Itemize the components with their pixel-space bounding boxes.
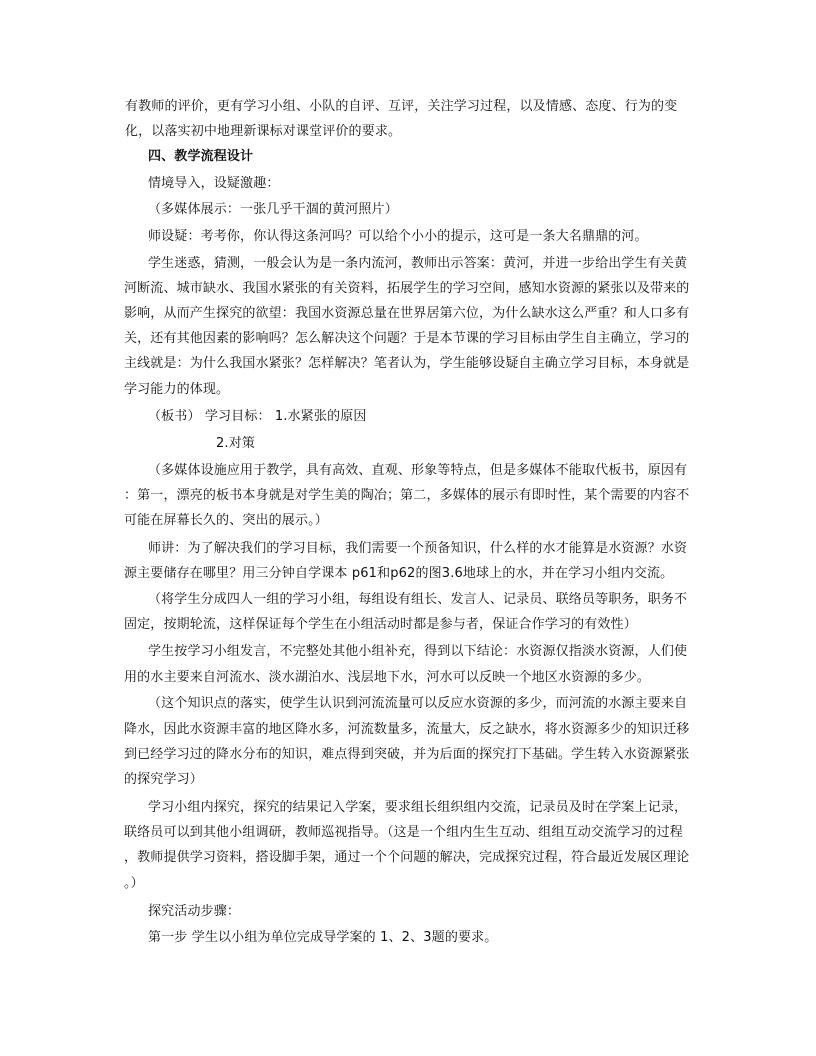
- paragraph-line: 到已经学习过的降水分布的知识，难点得到突破，并为后面的探究打下基础。学生转入水资源紧张: [124, 747, 690, 762]
- paragraph-line: 河断流、城市缺水、我国水紧张的有关资料，拓展学生的学习空间，感知水资源的紧张以及带来的: [124, 281, 690, 296]
- paragraph-line: 探究活动步骤：: [148, 904, 241, 919]
- paragraph-line: （多媒体设施应用于教学，具有高效、直观、形象等特点，但是多媒体不能取代板书，原因有: [148, 463, 688, 478]
- paragraph-line: 学生迷惑，猜测，一般会认为是一条内流河，教师出示答案：黄河，并进一步给出学生有关黄: [148, 256, 688, 271]
- paragraph-line: 学习能力的体现。: [124, 382, 230, 397]
- paragraph-line: 影响，从而产生探究的欲望：我国水资源总量在世界居第六位，为什么缺水这么严重？和人口多有: [124, 306, 690, 321]
- paragraph-line: ：第一，漂亮的板书本身就是对学生美的陶冶；第二，多媒体的展示有即时性，某个需要的内容不: [124, 488, 690, 503]
- paragraph-line: 第一步 学生以小组为单位完成导学案的 1、2、3题的要求。: [148, 930, 498, 945]
- paragraph-line: （多媒体展示：一张几乎干涸的黄河照片）: [148, 202, 398, 217]
- paragraph-line: 化，以落实初中地理新课标对课堂评价的要求。: [125, 124, 402, 139]
- paragraph-line: 降水，因此水资源丰富的地区降水多，河流数量多，流量大，反之缺水，将水资源多少的知识迁移: [124, 722, 690, 737]
- paragraph-line: 固定，按期轮流，这样保证每个学生在小组活动时都是参与者，保证合作学习的有效性）: [124, 617, 637, 632]
- paragraph-line: 情境导入，设疑激趣：: [148, 176, 280, 191]
- paragraph-line: 学生按学习小组发言，不完整处其他小组补充，得到以下结论：水资源仅指淡水资源，人们使: [148, 644, 688, 659]
- paragraph-line: 学习小组内探究，探究的结果记入学案，要求组长组织组内交流，记录员及时在学案上记录，: [148, 800, 688, 815]
- paragraph-line: 。）: [124, 876, 144, 891]
- paragraph-line: ，教师提供学习资料，搭设脚手架，通过一个个问题的解决，完成探究过程，符合最近发展区理论: [124, 850, 690, 865]
- paragraph-line: 联络员可以到其他小组调研，教师巡视指导。（这是一个组内生生互动、组组互动交流学习的过程: [124, 825, 683, 840]
- paragraph-line: 师讲：为了解决我们的学习目标，我们需要一个预备知识，什么样的水才能算是水资源？水资: [148, 541, 688, 556]
- paragraph-line: 师设疑：考考你，你认得这条河吗？可以给个小小的提示，这可是一条大名鼎鼎的河。: [148, 229, 648, 244]
- paragraph-line: 可能在屏幕长久的、突出的展示。）: [124, 513, 328, 528]
- paragraph-line: 2.对策: [216, 436, 256, 451]
- paragraph-line: 主线就是：为什么我国水紧张？怎样解决？笔者认为，学生能够设疑自主确立学习目标，本身就是: [124, 356, 690, 371]
- paragraph-line: （这个知识点的落实，使学生认识到河流流量可以反应水资源的多少，而河流的水源主要来自: [148, 696, 688, 711]
- paragraph-line: 源主要储存在哪里？用三分钟自学课本 p61和p62的图3.6地球上的水，并在学习小组内交流。: [124, 566, 674, 581]
- section-heading: 四、教学流程设计: [148, 149, 254, 164]
- paragraph-line: 的探究学习）: [124, 772, 203, 787]
- paragraph-line: （将学生分成四人一组的学习小组，每组设有组长、发言人、记录员、联络员等职务，职务不: [148, 592, 688, 607]
- paragraph-line: （板书） 学习目标： 1.水紧张的原因: [148, 409, 367, 424]
- paragraph-line: 关，还有其他因素的影响吗？怎么解决这个问题？于是本节课的学习目标由学生自主确立，学习的: [124, 331, 690, 346]
- paragraph-line: 用的水主要来自河流水、淡水湖泊水、浅层地下水，河水可以反映一个地区水资源的多少。: [124, 670, 651, 685]
- paragraph-line: 有教师的评价，更有学习小组、小队的自评、互评，关注学习过程，以及情感、态度、行为的变: [125, 99, 678, 114]
